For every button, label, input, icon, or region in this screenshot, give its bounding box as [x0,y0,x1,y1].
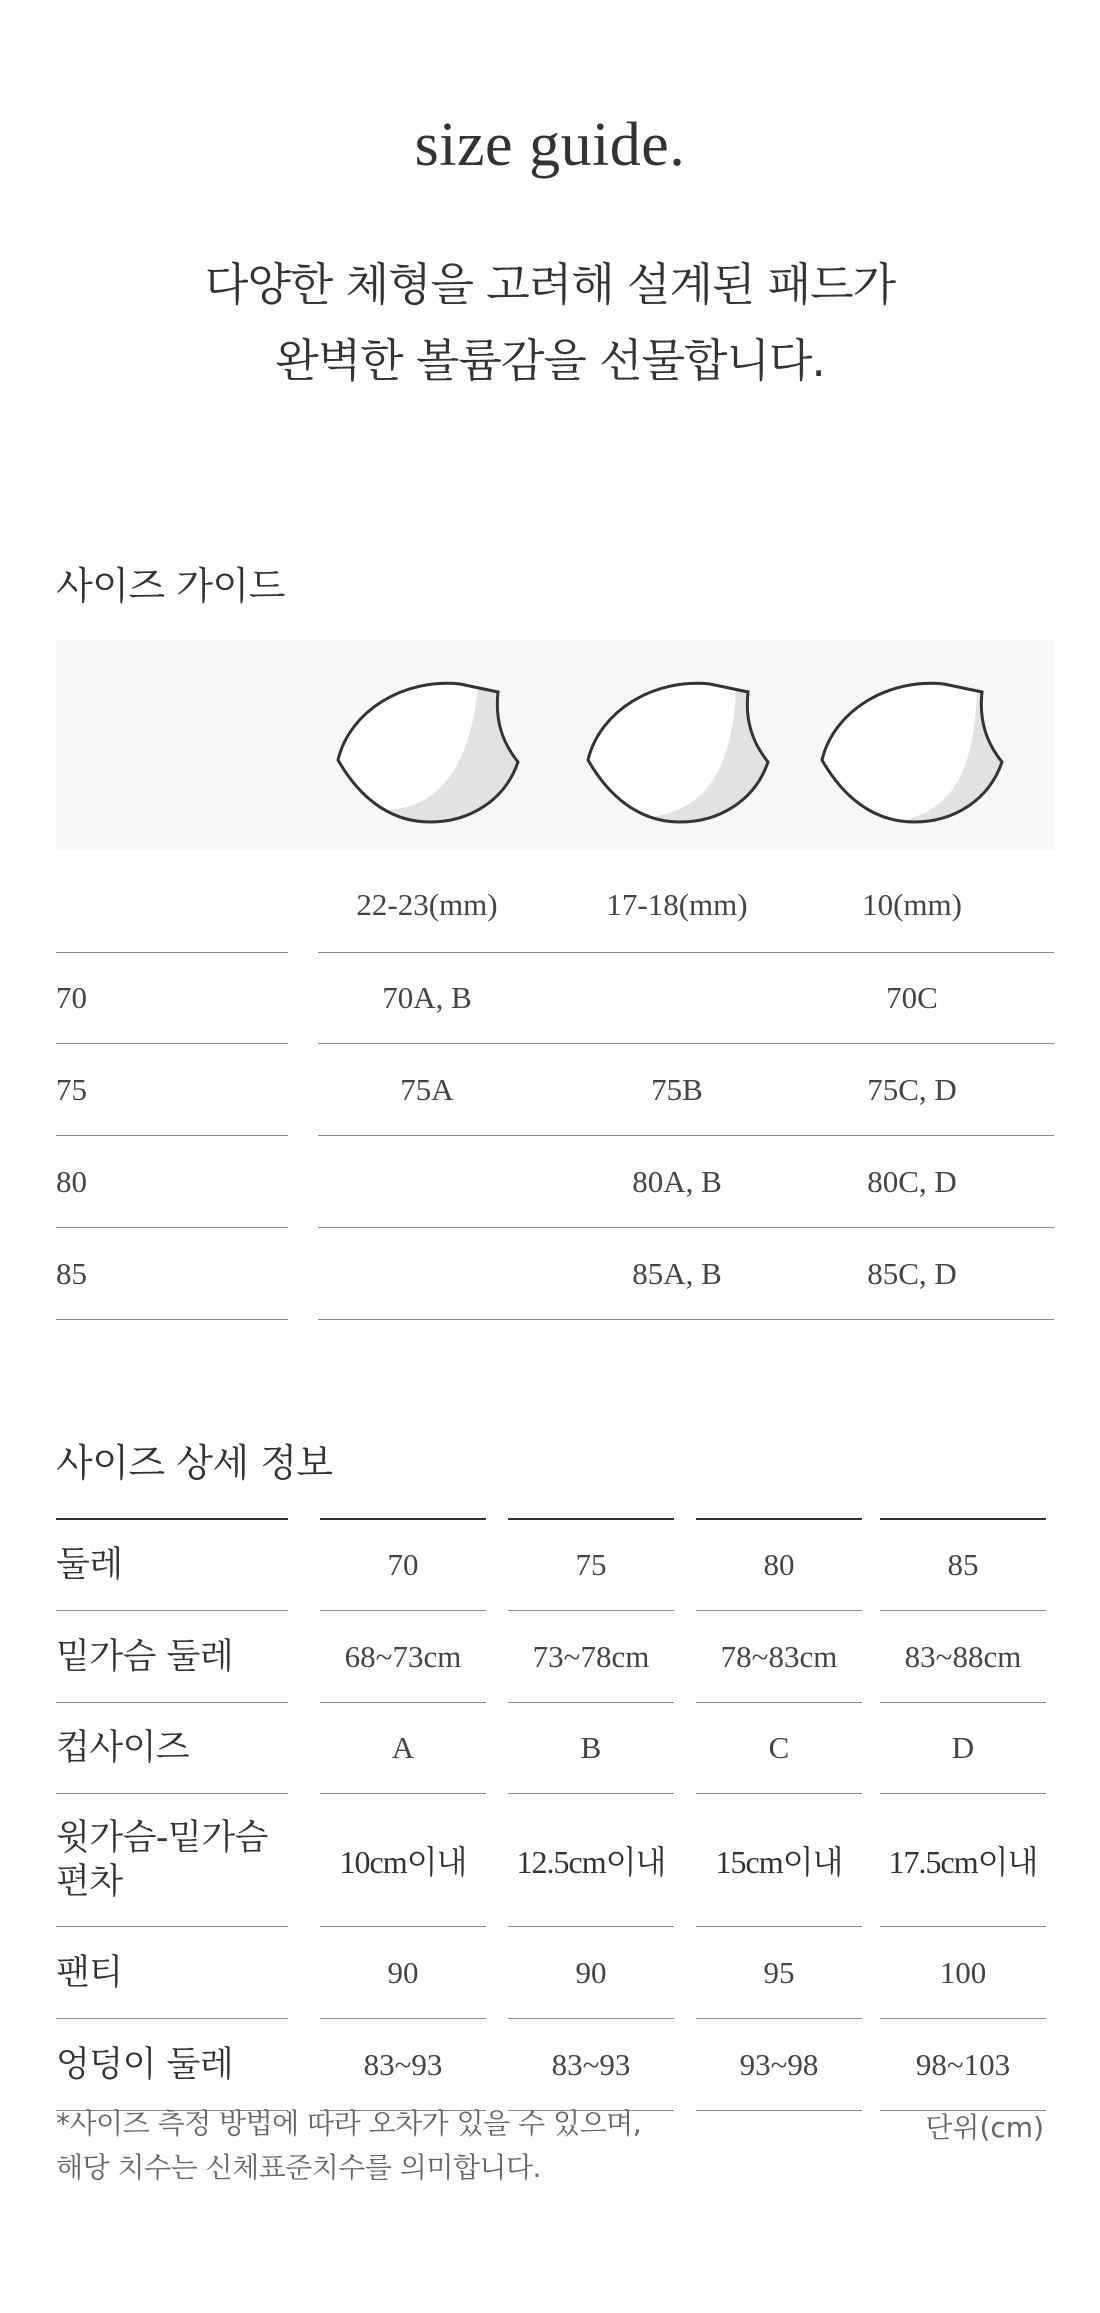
column-header-medium: 17-18(mm) [606,887,748,922]
detail-cell: 90 [387,1954,419,1990]
detail-cell: 98~103 [915,2046,1011,2082]
column-header-thin: 10(mm) [862,887,962,922]
detail-cell: 15cm이내 [715,1844,843,1880]
table-cell: 70C [886,980,938,1015]
table-cell: 85A, B [632,1255,722,1291]
size-guide-heading: 사이즈 가이드 [56,564,285,608]
detail-cell: 83~93 [551,2046,631,2082]
subtitle-line-1: 다양한 체형을 고려해 설계된 패드가 [204,258,896,311]
table-cell: 80A, B [632,1163,722,1199]
detail-cell: 83~88cm [904,1638,1022,1674]
table-cell: 70A, B [382,980,472,1015]
table-cell: 75B [651,1071,703,1107]
detail-cell: 17.5cm이내 [888,1844,1038,1880]
pad-thick-icon [330,670,530,830]
detail-cell: 73~78cm [532,1638,650,1674]
detail-row-label: 밑가슴 둘레 [56,1636,234,1677]
detail-cell: D [951,1730,975,1765]
unit-label: 단위(cm) [925,2111,1044,2144]
detail-cell: 95 [763,1954,795,1990]
row-divider [318,1319,1054,1320]
detail-cell: 93~98 [739,2046,819,2082]
detail-row-label: 컵사이즈 [56,1728,190,1768]
band-label: 80 [56,1163,87,1199]
detail-cell: 68~73cm [344,1638,462,1674]
table-cell: 75A [400,1071,454,1107]
detail-cell: 12.5cm이내 [516,1844,666,1880]
detail-cell: B [580,1730,602,1765]
detail-cell: A [391,1730,415,1765]
detail-cell: 75 [575,1546,607,1582]
detail-row-label-line2: 편차 [56,1862,123,1902]
table-cell: 80C, D [867,1163,957,1199]
detail-cell: 10cm이내 [339,1844,467,1880]
detail-row-label-line1: 윗가슴-밑가슴 [56,1818,268,1858]
subtitle-line-2: 완벽한 볼륨감을 선물합니다. [275,334,825,387]
detail-cell: 70 [387,1546,419,1582]
detail-cell: 90 [575,1954,607,1990]
detail-cell: 83~93 [363,2046,443,2082]
column-header-thick: 22-23(mm) [356,887,498,922]
footnote-line2: 해당 치수는 신체표준치수를 의미합니다. [56,2151,541,2184]
detail-cell: 78~83cm [720,1638,838,1674]
detail-cell: 85 [947,1546,979,1582]
table-cell [318,1136,536,1227]
band-label: 75 [56,1071,87,1107]
detail-row-label: 둘레 [56,1544,123,1585]
table-cell [568,953,786,1043]
table-cell [318,1228,536,1319]
detail-cell: C [768,1730,790,1765]
detail-cell: 80 [763,1546,795,1582]
table-cell: 75C, D [867,1071,957,1107]
footnote-line1: *사이즈 측정 방법에 따라 오차가 있을 수 있으며, [56,2107,642,2140]
detail-row-label-two-line [56,1794,306,1926]
page-title: size guide. [414,111,686,179]
detail-cell: 100 [939,1954,987,1990]
detail-row-label: 팬티 [56,1952,123,1993]
row-divider [696,2110,862,2111]
footnote [56,2102,641,2190]
size-detail-heading: 사이즈 상세 정보 [56,1441,333,1485]
band-label: 85 [56,1255,87,1291]
table-cell: 85C, D [867,1255,957,1291]
band-label: 70 [56,980,87,1015]
pad-thin-icon [814,670,1014,830]
row-divider [56,1319,288,1320]
detail-row-label: 엉덩이 둘레 [56,2044,234,2085]
pad-medium-icon [580,670,780,830]
